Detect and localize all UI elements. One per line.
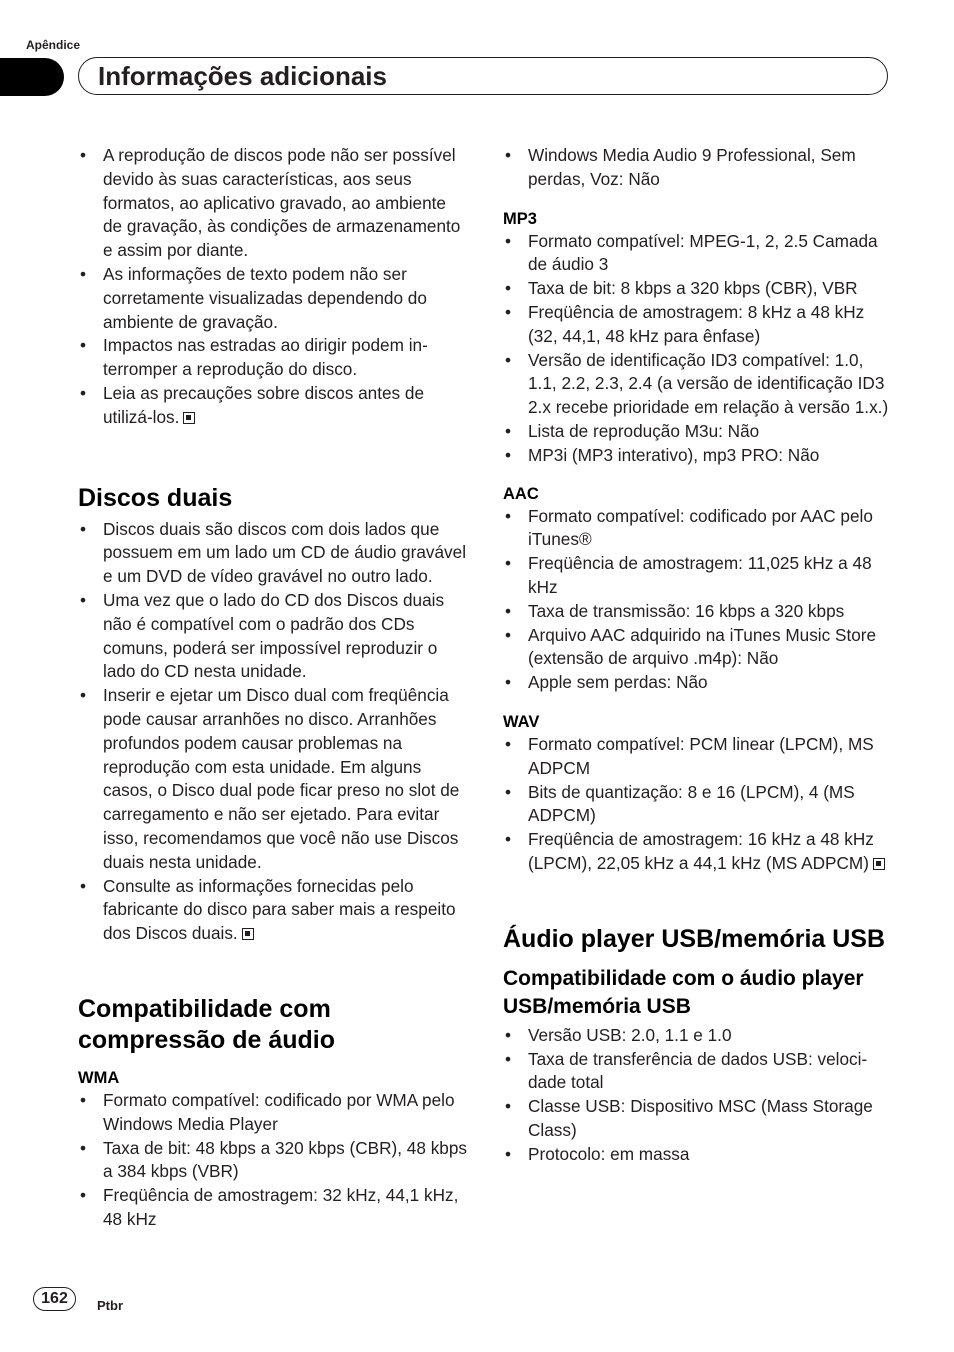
list-item-text: Leia as precauções sobre discos antes de utilizá-los. [103, 382, 425, 427]
list-item [78, 875, 468, 946]
list-item: • Classe USB: Dispositivo MSC (Mass Storage Class) [503, 1095, 893, 1143]
list-item: • Impactos nas estradas ao dirigir podem interromper a reprodução do disco. [78, 334, 468, 382]
list-item: • Freqüência de amostragem: 32 kHz, 44,1 kHz, 48 kHz [78, 1184, 468, 1232]
list-item [503, 828, 893, 876]
list-item: • Discos duais são discos com dois lados que possuem em um lado um CD de áudio gravável e um DVD de vídeo gravável no outro lado. [78, 518, 468, 589]
right-column [503, 144, 893, 1167]
heading-dual-discs: Discos duais [78, 483, 233, 512]
list-item-text: Freqüência de amostragem: 16 kHz a 48 kHz (LPCM), 22,05 kHz a 44,1 kHz (MS ADPCM) [528, 829, 874, 873]
list-item: • Taxa de bit: 48 kbps a 320 kbps (CBR), 48 kbps a 384 kbps (VBR) [78, 1137, 468, 1185]
list-item: • Versão de identificação ID3 compatível: 1.0, 1.1, 2.2, 2.3, 2.4 (a versão de identificação ID3 2.x recebe prioridade em relação à versão 1.x.) [503, 349, 893, 420]
list-item: • Formato compatível: codificado por AAC pelo iTunes® [503, 505, 893, 553]
list-item: • Lista de reprodução M3u: Não [503, 420, 893, 444]
list-item: • MP3i (MP3 interativo), mp3 PRO: Não [503, 444, 893, 468]
wma-list [78, 1089, 468, 1232]
list-item: • Formato compatível: MPEG-1, 2, 2.5 Camada de áudio 3 [503, 230, 893, 278]
wav-list [503, 733, 893, 876]
dual-list [78, 518, 468, 946]
list-item: • Formato compatível: PCM linear (LPCM), MS ADPCM [503, 733, 893, 781]
intro-list [78, 144, 468, 430]
heading-compression: Compatibilidade com compressão de áudio [78, 994, 336, 1054]
list-item: • As informações de texto podem não ser corretamente visualizadas dependendo do ambiente de gravação. [78, 263, 468, 334]
language-code: Ptbr [97, 1298, 123, 1313]
subheading-mp3: MP3 [503, 209, 537, 228]
section-label: Apêndice [26, 38, 81, 52]
list-item: • Bits de quantização: 8 e 16 (LPCM), 4 (MS ADPCM) [503, 781, 893, 829]
list-item: • Formato compatível: codificado por WMA pelo Windows Media Player [78, 1089, 468, 1137]
end-mark-icon [242, 928, 254, 940]
heading-usb: Áudio player USB/memória USB [503, 924, 886, 953]
list-item: • Uma vez que o lado do CD dos Discos duais não é compatível com o padrão dos CDs comuns, poderá ser impossível reproduzir o lado do CD nesta unidade. [78, 589, 468, 684]
left-column [78, 144, 468, 1232]
list-item: • Windows Media Audio 9 Professional, Sem perdas, Voz: Não [503, 144, 893, 192]
list-item: • Versão USB: 2.0, 1.1 e 1.0 [503, 1024, 893, 1048]
page-number: 162 [33, 1287, 76, 1311]
subheading-wav: WAV [503, 712, 540, 731]
mp3-list [503, 230, 893, 468]
list-item: • A reprodução de discos pode não ser possível devido às suas características, aos seus formatos, ao aplicativo gravado, ao ambiente de gravação, às condições de armazenamento e assim por diante. [78, 144, 468, 263]
subheading-wma: WMA [78, 1068, 120, 1087]
list-item: • Freqüência de amostragem: 8 kHz a 48 kHz (32, 44,1, 48 kHz para ênfase) [503, 301, 893, 349]
section-tab [0, 58, 64, 96]
usb-list [503, 1024, 893, 1167]
subheading-aac: AAC [503, 484, 539, 503]
aac-list [503, 505, 893, 695]
page-title: Informações adicionais [98, 61, 387, 91]
end-mark-icon [873, 858, 885, 870]
end-mark-icon [183, 412, 195, 424]
list-item: • Taxa de transferência de dados USB: velocidade total [503, 1048, 893, 1096]
list-item: • Taxa de bit: 8 kbps a 320 kbps (CBR), VBR [503, 277, 893, 301]
list-item [78, 382, 468, 430]
wma-list-cont [503, 144, 893, 192]
subheading-usb-compat: Compatibilidade com o áudio player USB/memória USB [503, 966, 864, 1018]
list-item: • Apple sem perdas: Não [503, 671, 893, 695]
list-item: • Taxa de transmissão: 16 kbps a 320 kbps [503, 600, 893, 624]
list-item: • Protocolo: em massa [503, 1143, 893, 1167]
list-item: • Arquivo AAC adquirido na iTunes Music Store (extensão de arquivo .m4p): Não [503, 624, 893, 672]
list-item: • Freqüência de amostragem: 11,025 kHz a 48 kHz [503, 552, 893, 600]
list-item: • Inserir e ejetar um Disco dual com freqüência pode causar arranhões no disco. Arranhões profundos podem causar problemas na reprodução com esta unidade. Em alguns casos, o Disco dual pode ficar preso no slot de carregamento e não ser ejetado. Para evitar isso, recomendamos que você não use Discos duais nesta unidade. [78, 684, 468, 874]
list-item-text: Consulte as informações fornecidas pelo fabricante do disco para saber mais a respeito dos Discos duais. [103, 875, 456, 944]
